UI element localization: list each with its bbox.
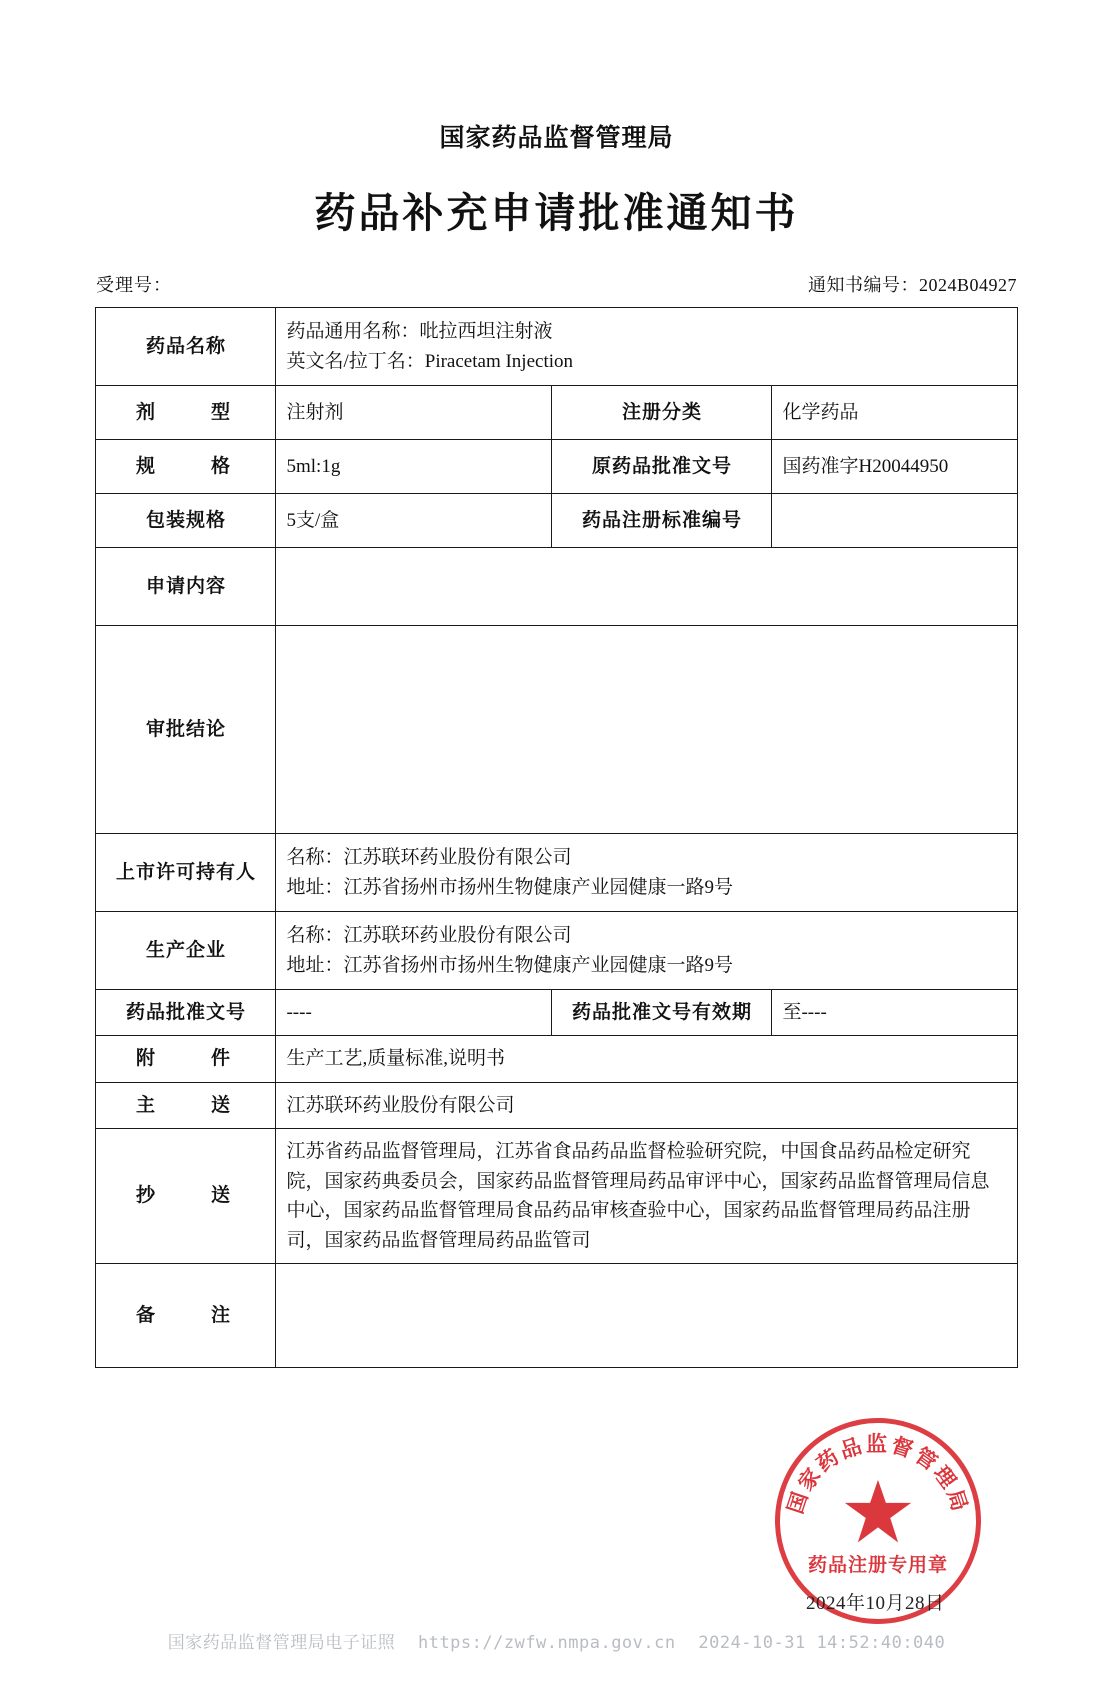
table-row-dosage-form <box>96 386 1017 440</box>
svg-text:国家药品监督管理局 <box>784 1432 972 1517</box>
table-row-mah <box>96 834 1017 912</box>
appendix-value: 生产工艺,质量标准,说明书 <box>276 1036 1017 1082</box>
main-recipient-label: 主 送 <box>96 1082 276 1128</box>
application-content-value <box>276 548 1017 626</box>
remark-value <box>276 1264 1017 1368</box>
star-icon <box>842 1477 914 1549</box>
notice-number-label: 通知书编号： <box>807 275 919 295</box>
registration-standard-no-label: 药品注册标准编号 <box>552 494 772 548</box>
acceptance-number <box>96 271 172 297</box>
notice-number-value: 2024B04927 <box>918 275 1017 295</box>
footer-timestamp: 2024-10-31 14:52:40:040 <box>698 1633 946 1653</box>
certificate-table <box>95 307 1017 1368</box>
approval-conclusion-value <box>276 626 1017 834</box>
table-row-manufacturer <box>96 912 1017 990</box>
table-row-specification <box>96 440 1017 494</box>
specification-label: 规 格 <box>96 440 276 494</box>
table-row-drug-name <box>96 308 1017 386</box>
registration-category-label: 注册分类 <box>552 386 772 440</box>
table-row-remark <box>96 1264 1017 1368</box>
dosage-form-value: 注射剂 <box>276 386 552 440</box>
mah-value <box>276 834 1017 912</box>
approval-validity-label: 药品批准文号有效期 <box>552 990 772 1036</box>
drug-english-name: 英文名/拉丁名：Piracetam Injection <box>286 350 574 372</box>
certificate-page <box>0 118 1113 1693</box>
footer-label: 国家药品监督管理局电子证照 <box>167 1633 396 1653</box>
package-spec-label: 包装规格 <box>96 494 276 548</box>
cc-recipient-value: 江苏省药品监督管理局，江苏省食品药品监督检验研究院，中国食品药品检定研究院，国家药典委员会，国家药品监督管理局药品审评中心，国家药品监督管理局信息中心，国家药品监督管理局食品药品审核查验中心，国家药品监督管理局药品注册司，国家药品监督管理局药品监管司 <box>276 1129 1017 1264</box>
manufacturer-address: 地址：江苏省扬州市扬州生物健康产业园健康一路9号 <box>286 954 733 976</box>
mah-address: 地址：江苏省扬州市扬州生物健康产业园健康一路9号 <box>286 876 733 898</box>
table-row-application-content <box>96 548 1017 626</box>
approval-no-label: 药品批准文号 <box>96 990 276 1036</box>
approval-conclusion-label: 审批结论 <box>96 626 276 834</box>
table-row-approval-conclusion <box>96 626 1017 834</box>
table-row-appendix <box>96 1036 1017 1082</box>
seal-arc-text: 国家药品监督管理局 <box>784 1433 972 1517</box>
package-spec-value: 5支/盒 <box>276 494 552 548</box>
acceptance-number-label: 受理号： <box>96 275 172 295</box>
specification-value: 5ml:1g <box>276 440 552 494</box>
page-title: 药品补充申请批准通知书 <box>314 190 799 236</box>
appendix-label: 附 件 <box>96 1036 276 1082</box>
approval-validity-value: 至---- <box>772 990 1017 1036</box>
footer <box>0 1628 1113 1653</box>
mah-name: 名称：江苏联环药业股份有限公司 <box>286 847 572 869</box>
approval-no-value: ---- <box>276 990 552 1036</box>
table-row-approval-no <box>96 990 1017 1036</box>
manufacturer-value <box>276 912 1017 990</box>
original-approval-no-label: 原药品批准文号 <box>552 440 772 494</box>
mah-label: 上市许可持有人 <box>96 834 276 912</box>
dosage-form-label: 剂 型 <box>96 386 276 440</box>
seal-bottom-text: 药品注册专用章 <box>807 1555 948 1576</box>
table-row-main-recipient <box>96 1082 1017 1128</box>
drug-name-label: 药品名称 <box>96 308 276 386</box>
manufacturer-name: 名称：江苏联环药业股份有限公司 <box>286 925 572 947</box>
issuing-organization: 国家药品监督管理局 <box>439 124 674 152</box>
table-row-package-spec <box>96 494 1017 548</box>
seal-date: 2024年10月28日 <box>806 1593 945 1614</box>
application-content-label: 申请内容 <box>96 548 276 626</box>
manufacturer-label: 生产企业 <box>96 912 276 990</box>
document-meta <box>0 271 1113 295</box>
table-row-cc-recipient <box>96 1129 1017 1264</box>
registration-standard-no-value <box>772 494 1017 548</box>
main-recipient-value: 江苏联环药业股份有限公司 <box>276 1082 1017 1128</box>
drug-name-value <box>276 308 1017 386</box>
notice-number <box>808 271 1017 297</box>
drug-generic-name: 药品通用名称：吡拉西坦注射液 <box>286 321 553 343</box>
cc-recipient-label: 抄 送 <box>96 1129 276 1264</box>
registration-category-value: 化学药品 <box>772 386 1017 440</box>
remark-label: 备 注 <box>96 1264 276 1368</box>
footer-url: https://zwfw.nmpa.gov.cn <box>417 1633 676 1653</box>
original-approval-no-value: 国药准字H20044950 <box>772 440 1017 494</box>
